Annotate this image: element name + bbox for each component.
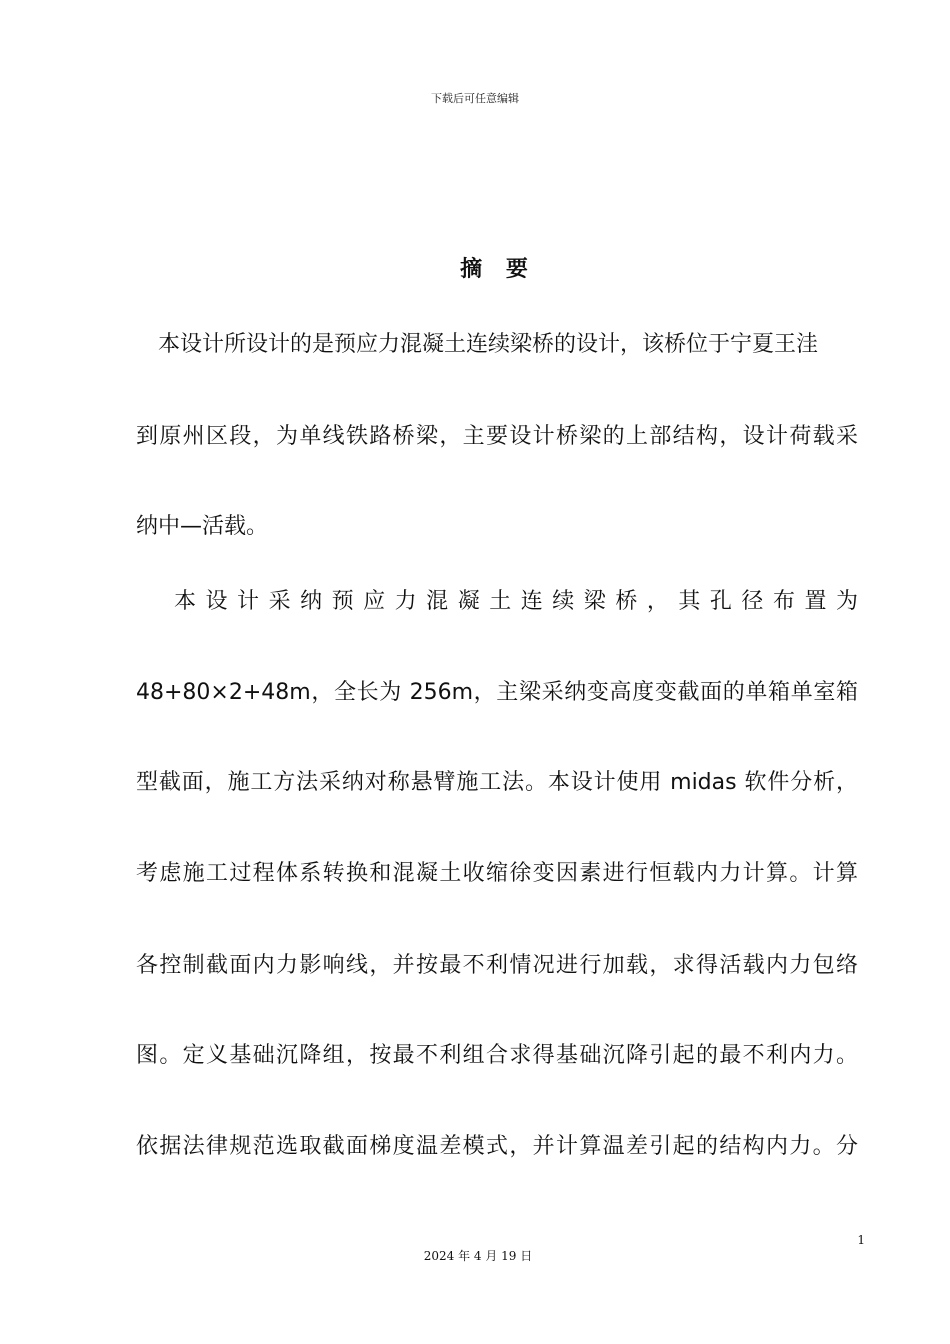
paragraph-line: 本设计采纳预应力混凝土连续梁桥，其孔径布置为 (174, 589, 858, 614)
abstract-title: 摘 要 (460, 257, 536, 282)
paragraph-line: 各控制截面内力影响线，并按最不利情况进行加载，求得活载内力包络 (136, 953, 858, 978)
paragraph-line: 到原州区段，为单线铁路桥梁，主要设计桥梁的上部结构，设计荷载采 (136, 424, 858, 449)
paragraph-line: 依据法律规范选取截面梯度温差模式，并计算温差引起的结构内力。分 (136, 1134, 858, 1159)
paragraph-line: 纳中—活载。 (136, 514, 269, 539)
paragraph-line: 考虑施工过程体系转换和混凝土收缩徐变因素进行恒载内力计算。计算 (136, 861, 858, 886)
page-header: 下载后可任意编辑 (431, 92, 519, 105)
paragraph-line: 型截面，施工方法采纳对称悬臂施工法。本设计使用 midas 软件分析， (136, 770, 858, 795)
footer-date: 2024 年 4 月 19 日 (423, 1249, 533, 1263)
page-number: 1 (857, 1233, 865, 1247)
paragraph-line: 图。定义基础沉降组，按最不利组合求得基础沉降引起的最不利内力。 (136, 1043, 858, 1068)
paragraph-line: 48+80×2+48m，全长为 256m，主梁采纳变高度变截面的单箱单室箱 (136, 680, 858, 705)
paragraph-line: 本设计所设计的是预应力混凝土连续梁桥的设计，该桥位于宁夏王洼 (158, 332, 819, 357)
